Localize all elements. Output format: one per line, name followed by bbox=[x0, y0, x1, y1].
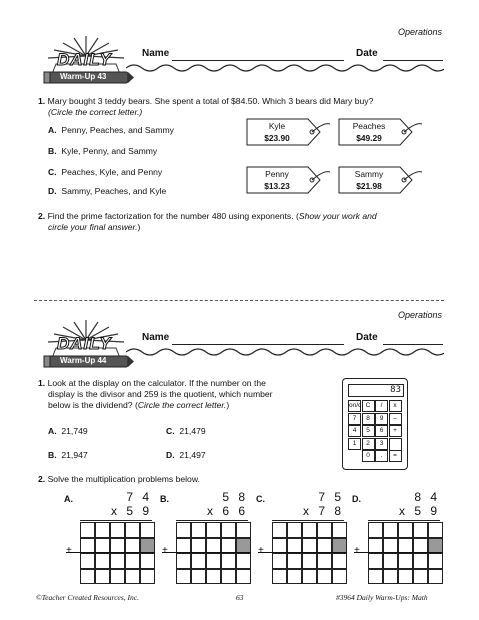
calculator-key[interactable]: 4 bbox=[348, 425, 361, 437]
answer-cell[interactable] bbox=[383, 553, 398, 569]
sum-rule bbox=[354, 552, 443, 553]
answer-cell[interactable] bbox=[302, 522, 317, 538]
answer-cell[interactable] bbox=[398, 553, 413, 569]
answer-cell[interactable] bbox=[332, 569, 347, 585]
date-field[interactable] bbox=[383, 60, 443, 61]
question-1-line3: below is the dividend? (Circle the correct letter.) bbox=[48, 400, 230, 410]
answer-cell[interactable] bbox=[221, 522, 236, 538]
wavy-divider bbox=[126, 346, 444, 358]
badge-subtitle: Warm-Up 43 bbox=[60, 72, 107, 81]
multiplier: x 6 6 bbox=[206, 504, 248, 518]
sum-rule bbox=[162, 552, 251, 553]
answer-cell[interactable] bbox=[191, 522, 206, 538]
answer-cell[interactable] bbox=[317, 522, 332, 538]
answer-cell[interactable] bbox=[95, 569, 110, 585]
answer-option-b[interactable]: B. Kyle, Penny, and Sammy bbox=[48, 146, 158, 156]
multiplier: x 5 9 bbox=[398, 504, 440, 518]
answer-cell[interactable] bbox=[110, 538, 125, 554]
footer-book-title: #3964 Daily Warm-Ups: Math bbox=[336, 593, 428, 602]
answer-cell[interactable] bbox=[332, 538, 347, 554]
answer-cell[interactable] bbox=[287, 569, 302, 585]
answer-cell[interactable] bbox=[302, 553, 317, 569]
name-field[interactable] bbox=[172, 344, 344, 345]
answer-cell[interactable] bbox=[332, 522, 347, 538]
answer-cell[interactable] bbox=[206, 522, 221, 538]
plus-sign: + bbox=[66, 545, 72, 556]
calculator-key[interactable]: 5 bbox=[362, 425, 375, 437]
answer-cell[interactable] bbox=[272, 538, 287, 554]
sum-rule bbox=[66, 552, 155, 553]
answer-cell[interactable] bbox=[140, 522, 155, 538]
answer-cell[interactable] bbox=[302, 538, 317, 554]
answer-cell[interactable] bbox=[80, 569, 95, 585]
badge-subtitle: Warm-Up 44 bbox=[60, 356, 107, 365]
calculator-key[interactable]: on/c bbox=[348, 400, 361, 412]
badge-word: DAILY bbox=[57, 50, 112, 69]
footer-copyright: ©Teacher Created Resources, Inc. bbox=[36, 593, 139, 602]
answer-cell[interactable] bbox=[191, 538, 206, 554]
answer-cell[interactable] bbox=[140, 569, 155, 585]
answer-cell[interactable] bbox=[368, 538, 383, 554]
question-1 bbox=[38, 96, 458, 107]
answer-cell[interactable] bbox=[272, 553, 287, 569]
answer-cell[interactable] bbox=[221, 538, 236, 554]
answer-cell[interactable] bbox=[413, 569, 428, 585]
answer-cell[interactable] bbox=[125, 569, 140, 585]
calculator-key[interactable]: . bbox=[375, 450, 388, 462]
answer-cell[interactable] bbox=[221, 553, 236, 569]
answer-cell[interactable] bbox=[236, 522, 251, 538]
answer-cell[interactable] bbox=[413, 538, 428, 554]
answer-cell[interactable] bbox=[176, 553, 191, 569]
problem-letter: A. bbox=[64, 494, 73, 504]
multiplicand: 5 8 bbox=[222, 490, 248, 504]
question-1-line2: display is the divisor and 259 is the quotient, which number bbox=[48, 389, 273, 399]
calculator-key[interactable]: 1 bbox=[348, 438, 361, 450]
date-field[interactable] bbox=[383, 344, 443, 345]
calculator-key[interactable]: + bbox=[389, 425, 402, 437]
answer-cell[interactable] bbox=[428, 538, 443, 554]
problem-letter: B. bbox=[160, 494, 169, 504]
calculator-key[interactable]: / bbox=[375, 400, 388, 412]
answer-cell[interactable] bbox=[317, 569, 332, 585]
price-tag-penny: Penny $13.23 bbox=[246, 166, 320, 194]
calculator-key[interactable]: x bbox=[389, 400, 402, 412]
wavy-divider bbox=[126, 62, 444, 74]
answer-cell[interactable] bbox=[110, 522, 125, 538]
answer-cell[interactable] bbox=[287, 522, 302, 538]
date-label: Date bbox=[356, 332, 378, 343]
answer-option-c[interactable]: C. 21,479 bbox=[166, 426, 206, 436]
answer-cell[interactable] bbox=[428, 569, 443, 585]
product-rule bbox=[368, 520, 440, 521]
answer-cell[interactable] bbox=[206, 538, 221, 554]
name-label: Name bbox=[142, 332, 170, 343]
answer-cell[interactable] bbox=[332, 553, 347, 569]
answer-cell[interactable] bbox=[110, 553, 125, 569]
calculator-key[interactable]: 0 bbox=[362, 450, 375, 462]
multiplicand: 8 4 bbox=[414, 490, 440, 504]
answer-cell[interactable] bbox=[80, 522, 95, 538]
answer-cell[interactable] bbox=[95, 538, 110, 554]
calculator-key[interactable]: – bbox=[389, 413, 402, 425]
answer-cell[interactable] bbox=[287, 538, 302, 554]
answer-option-a[interactable]: A. 21,749 bbox=[48, 426, 88, 436]
answer-cell[interactable] bbox=[95, 553, 110, 569]
answer-cell[interactable] bbox=[206, 569, 221, 585]
answer-option-d[interactable]: D. 21,497 bbox=[166, 450, 206, 460]
name-label: Name bbox=[142, 48, 170, 59]
multiplier: x 7 8 bbox=[302, 504, 344, 518]
plus-sign: + bbox=[162, 545, 168, 556]
question-2-instruction: circle your final answer.) bbox=[48, 222, 141, 232]
name-field[interactable] bbox=[172, 60, 344, 61]
answer-cell[interactable] bbox=[413, 522, 428, 538]
answer-option-d[interactable]: D. Sammy, Peaches, and Kyle bbox=[48, 186, 167, 196]
answer-cell[interactable] bbox=[272, 522, 287, 538]
answer-cell[interactable] bbox=[176, 522, 191, 538]
plus-sign: + bbox=[258, 545, 264, 556]
answer-cell[interactable] bbox=[302, 569, 317, 585]
answer-cell[interactable] bbox=[272, 569, 287, 585]
price-tag-peaches: Peaches $49.29 bbox=[338, 118, 412, 146]
answer-cell[interactable] bbox=[287, 553, 302, 569]
price-tag-kyle: Kyle $23.90 bbox=[246, 118, 320, 146]
answer-cell[interactable] bbox=[368, 522, 383, 538]
section-label: Operations bbox=[398, 27, 443, 37]
answer-cell[interactable] bbox=[95, 522, 110, 538]
badge-word: DAILY bbox=[57, 334, 112, 353]
answer-cell[interactable] bbox=[383, 569, 398, 585]
multiplicand: 7 5 bbox=[318, 490, 344, 504]
cut-line bbox=[34, 300, 444, 301]
answer-cell[interactable] bbox=[383, 538, 398, 554]
answer-cell[interactable] bbox=[140, 538, 155, 554]
product-rule bbox=[176, 520, 248, 521]
plus-sign: + bbox=[354, 545, 360, 556]
answer-cell[interactable] bbox=[176, 538, 191, 554]
calculator-key[interactable]: C bbox=[362, 400, 375, 412]
answer-cell[interactable] bbox=[398, 522, 413, 538]
answer-cell[interactable] bbox=[236, 553, 251, 569]
answer-cell[interactable] bbox=[125, 522, 140, 538]
product-rule bbox=[272, 520, 344, 521]
daily-warmup-badge bbox=[38, 318, 134, 376]
answer-cell[interactable] bbox=[80, 553, 95, 569]
multiplicand: 7 4 bbox=[126, 490, 152, 504]
answer-option-b[interactable]: B. 21,947 bbox=[48, 450, 88, 460]
answer-option-a[interactable]: A. Penny, Peaches, and Sammy bbox=[48, 125, 174, 135]
answer-cell[interactable] bbox=[191, 569, 206, 585]
calculator-key[interactable]: 6 bbox=[375, 425, 388, 437]
answer-cell[interactable] bbox=[413, 553, 428, 569]
answer-cell[interactable] bbox=[368, 569, 383, 585]
answer-cell[interactable] bbox=[317, 553, 332, 569]
answer-cell[interactable] bbox=[125, 553, 140, 569]
calculator bbox=[342, 378, 408, 470]
date-label: Date bbox=[356, 48, 378, 59]
calculator-key[interactable]: 9 bbox=[375, 413, 388, 425]
price-tag-sammy: Sammy $21.98 bbox=[338, 166, 412, 194]
answer-cell[interactable] bbox=[221, 569, 236, 585]
section-label: Operations bbox=[398, 310, 443, 320]
sum-rule bbox=[258, 552, 347, 553]
question-number: 1. bbox=[38, 96, 46, 106]
answer-cell[interactable] bbox=[383, 522, 398, 538]
answer-cell[interactable] bbox=[125, 538, 140, 554]
multiplier: x 5 9 bbox=[110, 504, 152, 518]
calculator-key[interactable]: = bbox=[389, 450, 402, 462]
question-text: Mary bought 3 teddy bears. She spent a total of $84.50. Which 3 bears did Mary buy? bbox=[47, 96, 374, 106]
answer-cell[interactable] bbox=[191, 553, 206, 569]
answer-cell[interactable] bbox=[206, 553, 221, 569]
answer-option-c[interactable]: C. Peaches, Kyle, and Penny bbox=[48, 167, 163, 177]
answer-cell[interactable] bbox=[236, 538, 251, 554]
question-2: 2. Solve the multiplication problems below. bbox=[38, 474, 200, 484]
answer-cell[interactable] bbox=[428, 522, 443, 538]
calculator-key[interactable]: 7 bbox=[348, 413, 361, 425]
answer-cell[interactable] bbox=[110, 569, 125, 585]
answer-cell[interactable] bbox=[80, 538, 95, 554]
answer-cell[interactable] bbox=[428, 553, 443, 569]
question-2: 2. Find the prime factorization for the number 480 using exponents. (Show your work and bbox=[38, 211, 377, 221]
answer-cell[interactable] bbox=[368, 553, 383, 569]
answer-cell[interactable] bbox=[176, 569, 191, 585]
daily-warmup-badge bbox=[38, 34, 134, 92]
answer-cell[interactable] bbox=[317, 538, 332, 554]
problem-letter: D. bbox=[352, 494, 361, 504]
calculator-display: 83 bbox=[348, 384, 404, 397]
calculator-key[interactable]: 2 bbox=[362, 438, 375, 450]
calculator-key[interactable]: 3 bbox=[375, 438, 388, 450]
product-rule bbox=[80, 520, 152, 521]
question-instruction: (Circle the correct letter.) bbox=[48, 107, 143, 117]
problem-letter: C. bbox=[256, 494, 265, 504]
question-1: 1. Look at the display on the calculator. If the number on the bbox=[38, 378, 266, 388]
calculator-key[interactable]: 8 bbox=[362, 413, 375, 425]
answer-cell[interactable] bbox=[398, 538, 413, 554]
answer-cell[interactable] bbox=[236, 569, 251, 585]
footer-page-number: 63 bbox=[236, 593, 244, 602]
answer-cell[interactable] bbox=[398, 569, 413, 585]
answer-cell[interactable] bbox=[140, 553, 155, 569]
